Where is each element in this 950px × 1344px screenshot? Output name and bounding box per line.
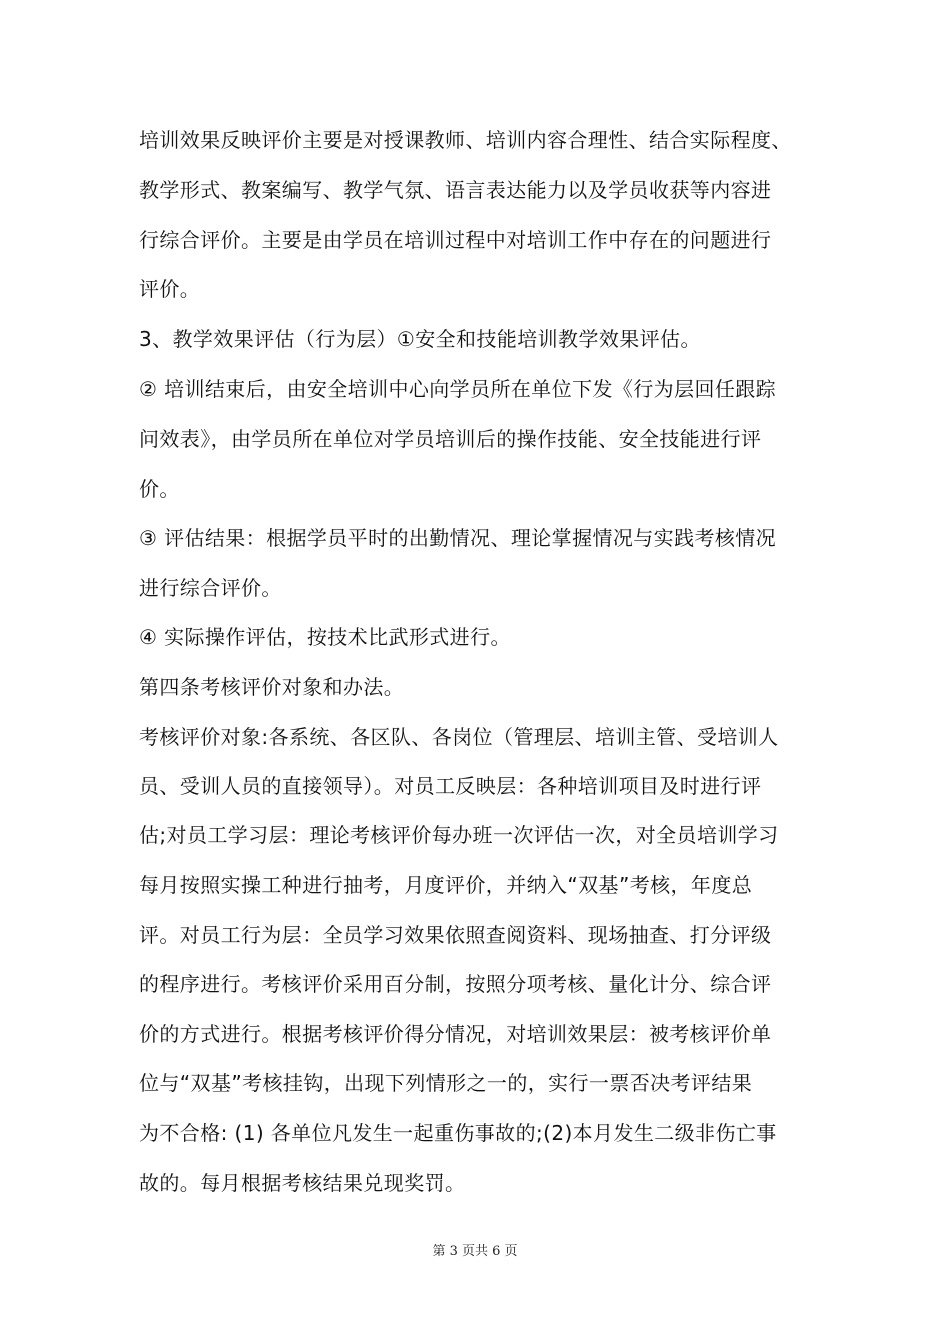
page-number-footer: 第 3 页共 6 页 [432,1244,518,1259]
paragraph-line: 为不合格: (1) 各单位凡发生一起重伤事故的;(2)本月发生二级非伤亡事 [139,1121,777,1145]
article-heading-line: 第四条考核评价对象和办法。 [139,675,405,699]
paragraph-line: 价。 [139,477,180,501]
paragraph-line: 位与“双基”考核挂钩，出现下列情形之一的，实行一票否决考评结果 [139,1071,753,1095]
paragraph-line: ④ 实际操作评估，按技术比武形式进行。 [139,625,511,649]
paragraph-line: 考核评价对象:各系统、各区队、各岗位（管理层、培训主管、受培训人 [139,725,779,749]
paragraph-line: 的程序进行。考核评价采用百分制，按照分项考核、量化计分、综合评 [139,972,772,996]
paragraph-line: 教学形式、教案编写、教学气氛、语言表达能力以及学员收获等内容进 [139,178,772,202]
paragraph-line: 故的。每月根据考核结果兑现奖罚。 [139,1171,466,1195]
paragraph-line: 每月按照实操工种进行抽考，月度评价，并纳入“双基”考核，年度总 [139,873,753,897]
paragraph-line: ② 培训结束后，由安全培训中心向学员所在单位下发《行为层回任跟踪 [139,377,777,401]
paragraph-line: 估;对员工学习层：理论考核评价每办班一次评估一次，对全员培训学习 [139,823,779,847]
section-heading-line: 3、教学效果评估（行为层）①安全和技能培训教学效果评估。 [139,327,701,351]
paragraph-line: 问效表》，由学员所在单位对学员培训后的操作技能、安全技能进行评 [139,427,762,451]
paragraph-line: 进行综合评价。 [139,576,282,600]
paragraph-line: 价的方式进行。根据考核评价得分情况，对培训效果层：被考核评价单 [139,1022,772,1046]
paragraph-line: ③ 评估结果：根据学员平时的出勤情况、理论掌握情况与实践考核情况 [139,526,777,550]
paragraph-line: 培训效果反映评价主要是对授课教师、培训内容合理性、结合实际程度、 [139,128,792,152]
paragraph-line: 行综合评价。主要是由学员在培训过程中对培训工作中存在的问题进行 [139,228,772,252]
paragraph-line: 评。对员工行为层：全员学习效果依照查阅资料、现场抽查、打分评级 [139,923,772,947]
paragraph-line: 评价。 [139,277,201,301]
paragraph-line: 员、受训人员的直接领导）。对员工反映层：各种培训项目及时进行评 [139,774,762,798]
